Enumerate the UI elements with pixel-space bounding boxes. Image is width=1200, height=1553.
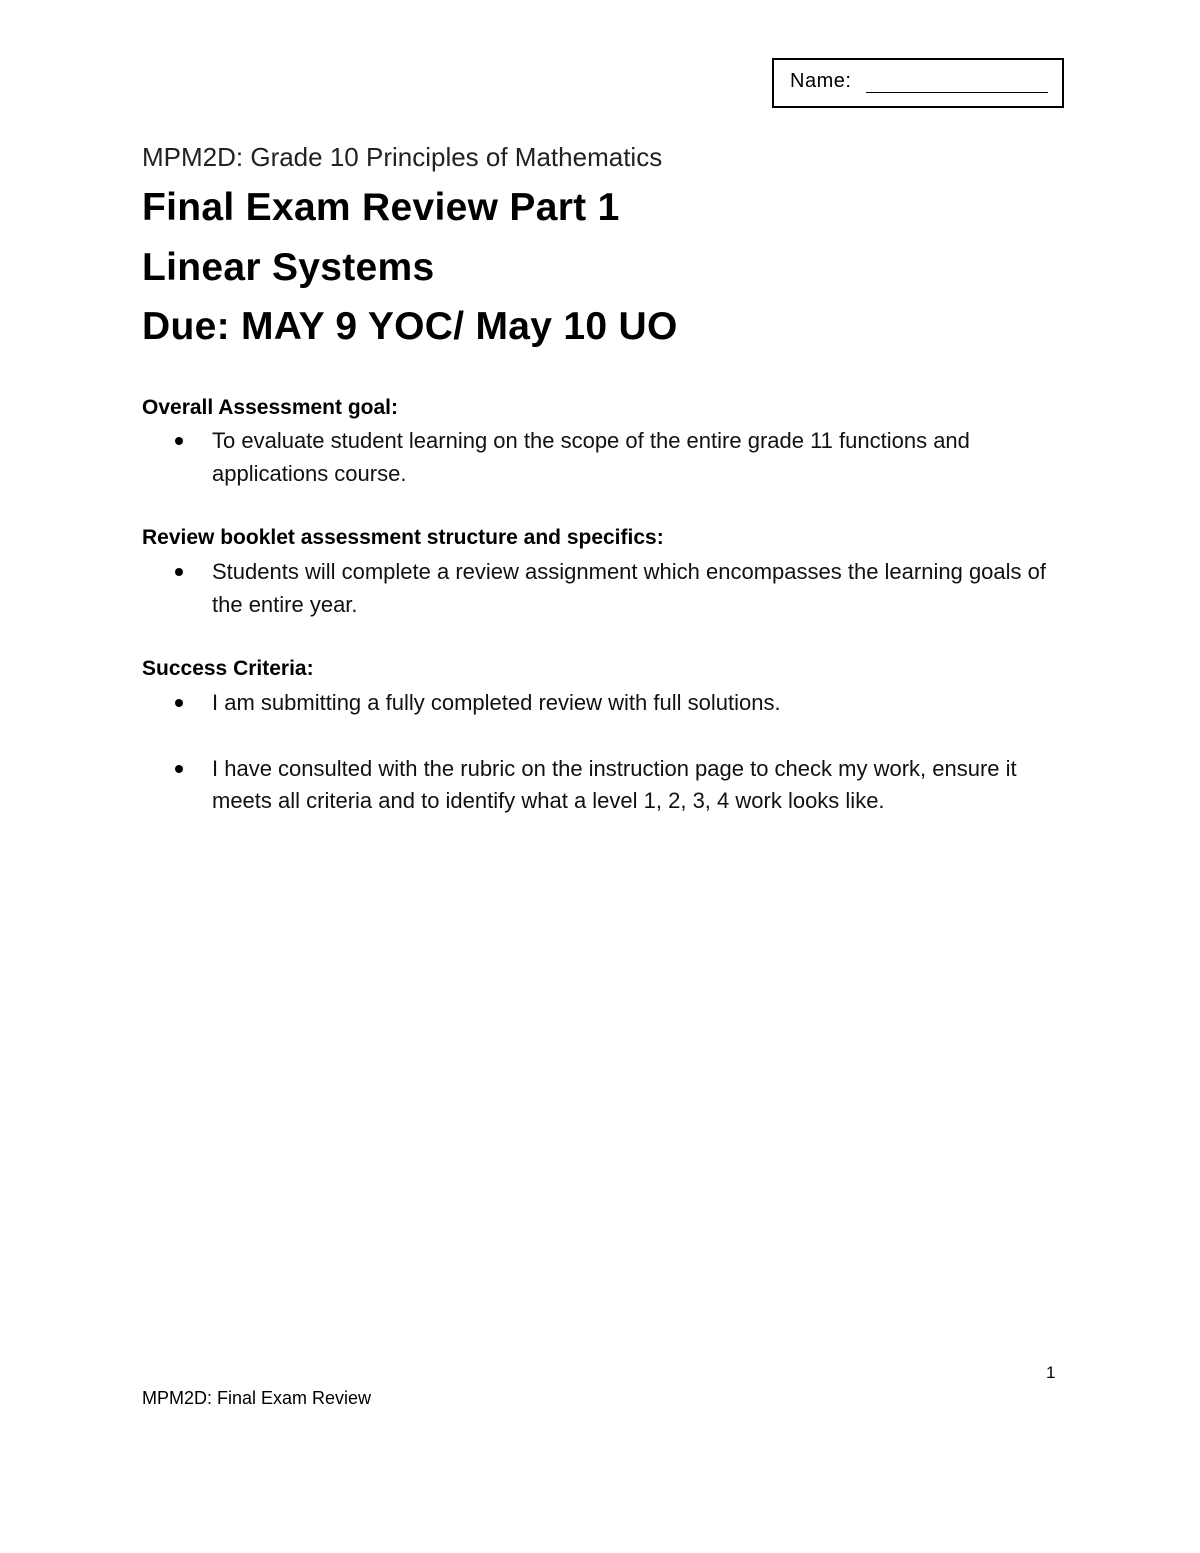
title-line-2: Linear Systems [142,246,435,289]
list-item-text: I am submitting a fully completed review with full solutions. [212,690,781,715]
title-line-1: Final Exam Review Part 1 [142,186,620,229]
name-box [772,58,1064,108]
assessment-goal-list [142,425,1072,490]
section-heading-success-criteria: Success Criteria: [142,657,314,680]
bullet-icon [175,699,183,707]
list-item [142,753,1072,818]
list-item [142,425,1072,490]
bullet-icon [175,437,183,445]
name-blank-line [866,92,1048,93]
structure-list [142,556,1072,621]
page-footer: MPM2D: Final Exam Review [142,1388,372,1408]
list-item [142,687,1072,720]
list-item-text: To evaluate student learning on the scope of the entire grade 11 functions and applications course. [212,428,970,486]
section-heading-structure: Review booklet assessment structure and specifics: [142,526,664,549]
name-label: Name: [790,70,852,92]
section-heading-assessment-goal: Overall Assessment goal: [142,396,398,419]
course-subtitle: MPM2D: Grade 10 Principles of Mathematics [142,142,663,172]
title-line-3-due-date: Due: MAY 9 YOC/ May 10 UO [142,305,678,348]
bullet-icon [175,765,183,773]
list-item-text: Students will complete a review assignment which encompasses the learning goals of the entire year. [212,559,1046,617]
list-item [142,556,1072,621]
success-criteria-list [142,687,1072,818]
bullet-icon [175,568,183,576]
page-number: 1 [1046,1363,1056,1382]
list-item-text: I have consulted with the rubric on the instruction page to check my work, ensure it meets all criteria and to identify what a level 1, 2, 3, 4 work looks like. [212,755,1017,813]
